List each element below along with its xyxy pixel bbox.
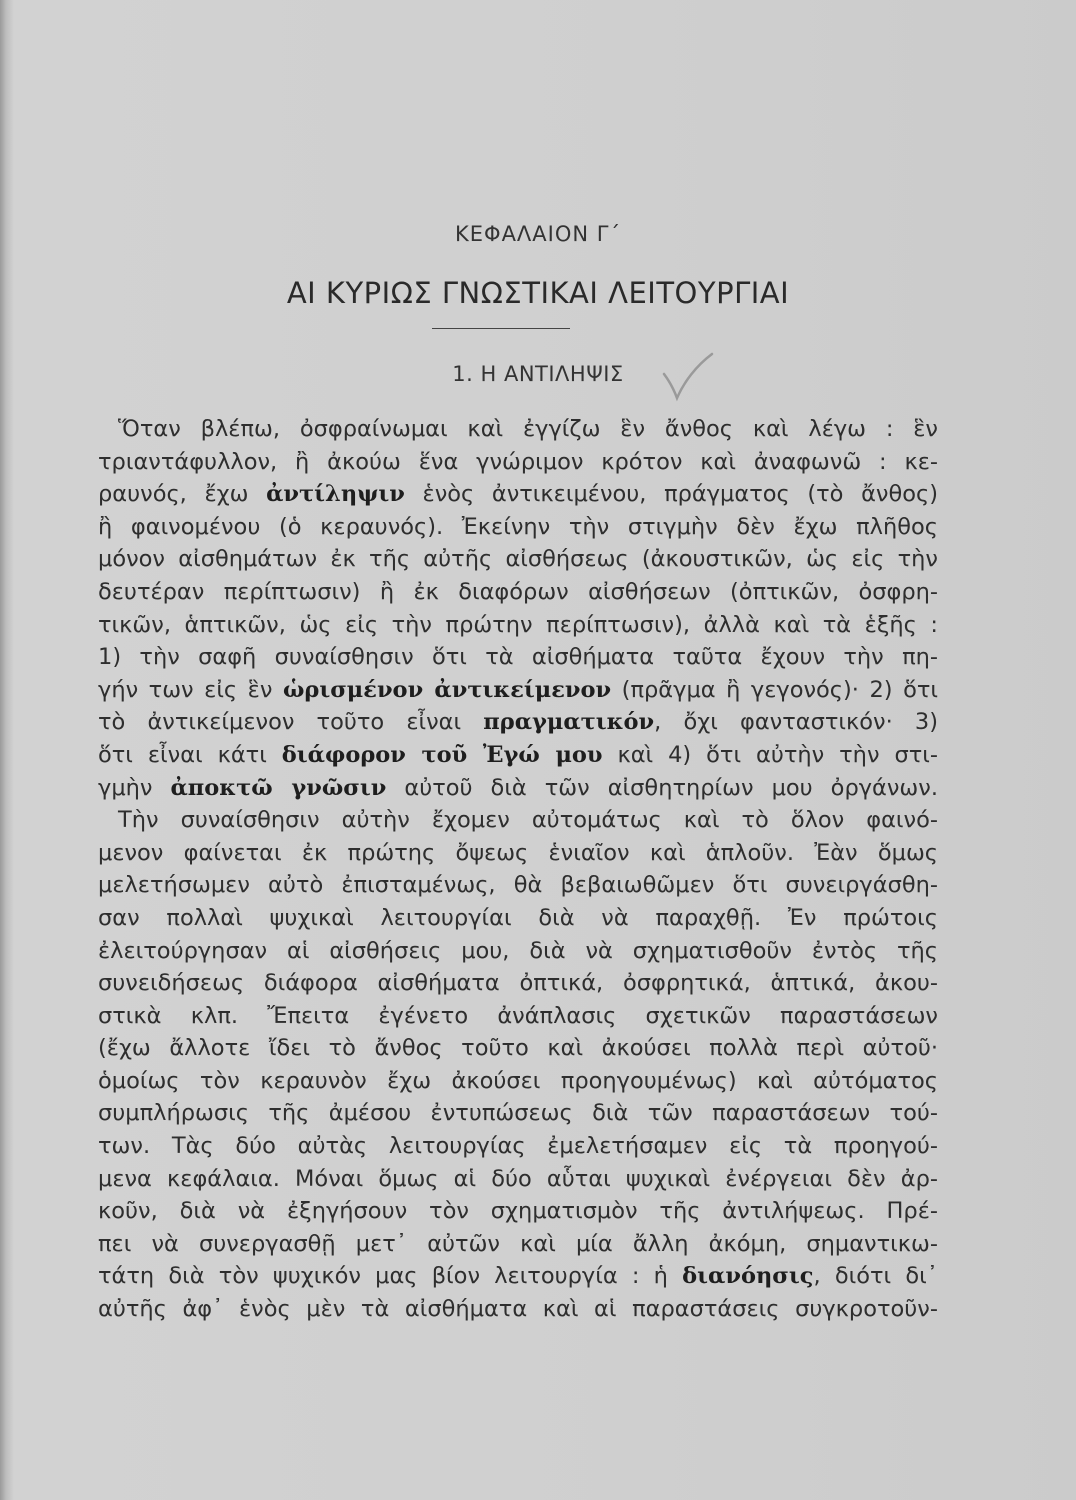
text-line: ραυνός, ἔχω ἀντίληψιν ἑνὸς ἀντικειμένου, πράγματος (τὸ ἄνθος) [98, 481, 938, 508]
text-line: πει νὰ συνεργασθῇ μετ᾽ αὐτῶν καὶ μία ἄλλη ἀκόμη, σημαντικω- [98, 1230, 938, 1257]
bold-term: ὡρισμένον ἀντικείμενον [282, 676, 612, 703]
text-line: συνειδήσεως διάφορα αἰσθήματα ὀπτικά, ὀσφρητικά, ἁπτικά, ἀκου- [98, 970, 938, 997]
text-line: δευτέραν περίπτωσιν) ἢ ἐκ διαφόρων αἰσθήσεων (ὀπτικῶν, ὀσφρη- [98, 578, 938, 605]
text-line: ἢ φαινομένου (ὁ κεραυνός). Ἐκείνην τὴν στιγμὴν δὲν ἔχω πλῆθος [98, 513, 938, 540]
bold-term: διανόησις [682, 1263, 814, 1290]
chapter-title: ΑΙ ΚΥΡΙΩΣ ΓΝΩΣΤΙΚΑΙ ΛΕΙΤΟΥΡΓΙΑΙ [286, 276, 790, 310]
text-line: συμπλήρωσις τῆς ἀμέσου ἐντυπώσεως διὰ τῶν παραστάσεων τού- [98, 1100, 938, 1127]
body-text [98, 413, 938, 1326]
text-line: Ὅταν βλέπω, ὀσφραίνωμαι καὶ ἐγγίζω ἓν ἄνθος καὶ λέγω : ἓν [118, 416, 938, 442]
text-line: τριαντάφυλλον, ἢ ἀκούω ἕνα γνώριμον κρότον καὶ ἀναφωνῶ : κε- [98, 448, 938, 475]
text-line: μενα κεφάλαια. Μόναι ὅμως αἱ δύο αὗται ψυχικαὶ ἐνέργειαι δὲν ἀρ- [98, 1165, 938, 1192]
text-line: μελετήσωμεν αὐτὸ ἐπισταμένως, θὰ βεβαιωθῶμεν ὅτι συνειργάσθη- [98, 872, 938, 899]
bold-term: διάφορον τοῦ Ἐγώ μου [281, 741, 603, 768]
text-line: τάτη διὰ τὸν ψυχικόν μας βίον λειτουργία : ἡ διανόησις, διότι δι᾽ [98, 1263, 938, 1290]
text-line: μόνον αἰσθημάτων ἐκ τῆς αὐτῆς αἰσθήσεως (ἀκουστικῶν, ὡς εἰς τὴν [98, 546, 938, 573]
text-line: Τὴν συναίσθησιν αὐτὴν ἔχομεν αὐτομάτως καὶ τὸ ὅλον φαινό- [118, 807, 938, 834]
text-line: κοῦν, διὰ νὰ ἐξηγήσουν τὸν σχηματισμὸν τῆς ἀντιλήψεως. Πρέ- [98, 1198, 938, 1225]
text-line: ὁμοίως τὸν κεραυνὸν ἔχω ἀκούσει προηγουμένως) καὶ αὐτόματος [98, 1067, 938, 1094]
text-line: γμὴν ἀποκτῶ γνῶσιν αὐτοῦ διὰ τῶν αἰσθητηρίων μου ὀργάνων. [98, 774, 938, 801]
text-line: στικὰ κλπ. Ἔπειτα ἐγένετο ἀνάπλασις σχετικῶν παραστάσεων [98, 1002, 938, 1029]
chapter-heading: ΚΕΦΑΛΑΙΟΝ Γ΄ [455, 222, 621, 246]
text-line: ἐλειτούργησαν αἱ αἰσθήσεις μου, διὰ νὰ σχηματισθοῦν ἐντὸς τῆς [98, 937, 938, 964]
bold-term: πραγματικόν [483, 709, 655, 736]
text-line: ὅτι εἶναι κάτι διάφορον τοῦ Ἐγώ μου καὶ 4) ὅτι αὐτὴν τὴν στι- [98, 741, 938, 768]
text-line: τὸ ἀντικείμενον τοῦτο εἶναι πραγματικόν, ὄχι φανταστικόν· 3) [98, 709, 938, 736]
bold-term: ἀποκτῶ γνῶσιν [170, 774, 387, 801]
text-line: αὐτῆς ἀφ᾽ ἑνὸς μὲν τὰ αἰσθήματα καὶ αἱ παραστάσεις συγκροτοῦν- [98, 1296, 938, 1323]
bold-term: ἀντίληψιν [266, 481, 405, 508]
text-line: των. Τὰς δύο αὐτὰς λειτουργίας ἐμελετήσαμεν εἰς τὰ προηγού- [98, 1133, 938, 1160]
text-line: σαν πολλαὶ ψυχικαὶ λειτουργίαι διὰ νὰ παραχθῇ. Ἐν πρώτοις [98, 904, 938, 931]
text-line: μενον φαίνεται ἐκ πρώτης ὄψεως ἑνιαῖον καὶ ἁπλοῦν. Ἐὰν ὅμως [98, 839, 938, 866]
text-line: τικῶν, ἁπτικῶν, ὡς εἰς τὴν πρώτην περίπτωσιν), ἀλλὰ καὶ τὰ ἑξῆς : [98, 611, 938, 638]
text-line: γήν των εἰς ἓν ὡρισμένον ἀντικείμενον (πρᾶγμα ἢ γεγονός)· 2) ὅτι [98, 676, 939, 703]
text-line: (ἔχω ἄλλοτε ἴδει τὸ ἄνθος τοῦτο καὶ ἀκούσει πολλὰ περὶ αὐτοῦ· [98, 1035, 938, 1062]
text-line: 1) τὴν σαφῆ συναίσθησιν ὅτι τὰ αἰσθήματα ταῦτα ἔχουν τὴν πη- [98, 644, 938, 671]
section-heading: 1. Η ΑΝΤΙΛΗΨΙΣ [452, 362, 624, 386]
handwritten-checkmark-icon [660, 352, 716, 408]
title-divider [432, 328, 570, 329]
